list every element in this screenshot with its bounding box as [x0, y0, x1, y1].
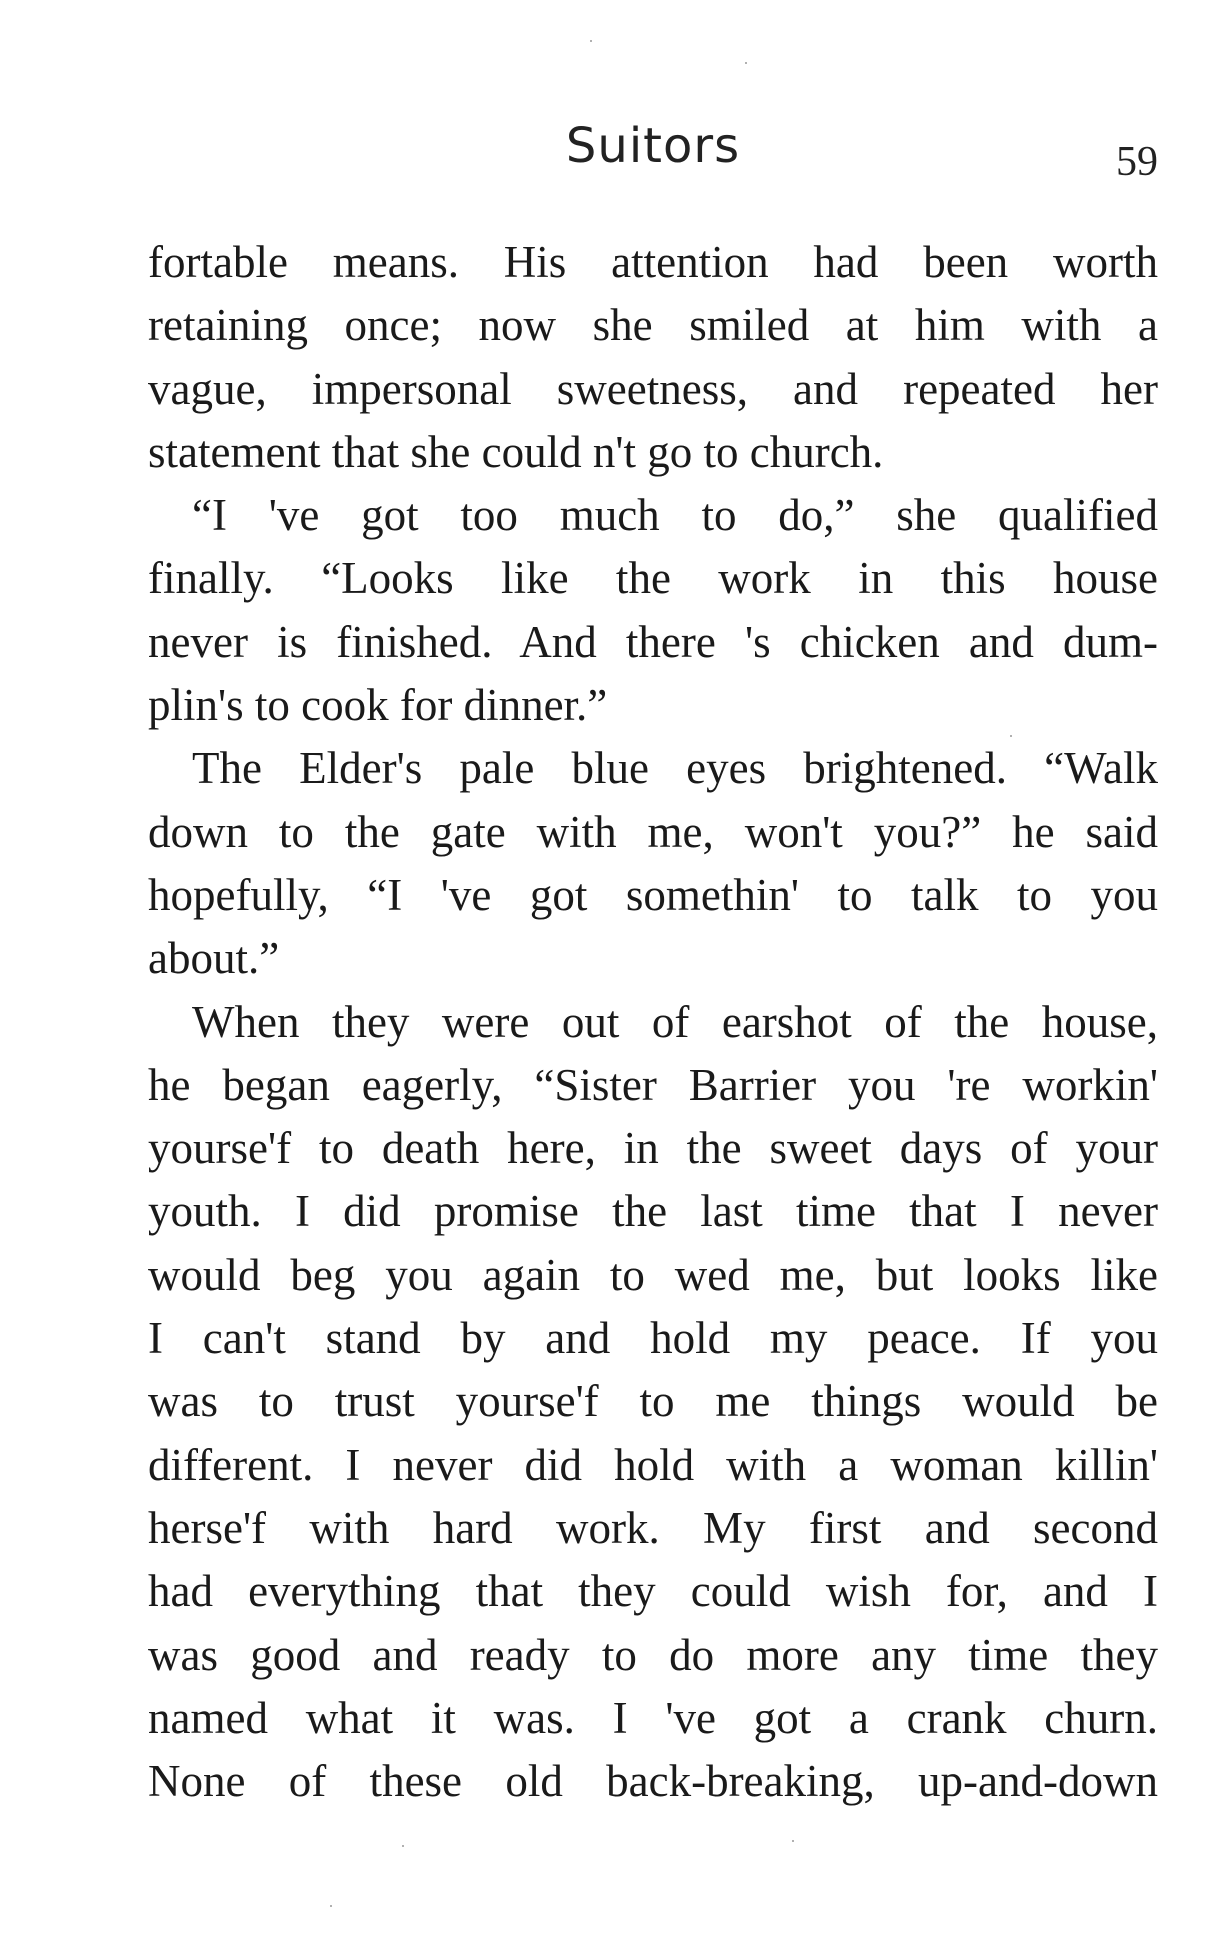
paper-speck: [330, 1905, 332, 1907]
text-line: was to trust yourse'f to me things would be: [148, 1376, 1158, 1427]
text-line: named what it was. I 've got a crank churn.: [148, 1692, 1158, 1743]
text-line: had everything that they could wish for, and I: [148, 1566, 1158, 1617]
text-line: would beg you again to wed me, but looks like: [148, 1249, 1158, 1300]
text-line: yourse'f to death here, in the sweet days of your: [148, 1123, 1158, 1174]
text-line: finally. “Looks like the work in this house: [148, 553, 1158, 604]
text-line: retaining once; now she smiled at him with a: [148, 300, 1158, 351]
text-line: When they were out of earshot of the house,: [192, 996, 1158, 1047]
paper-speck: [402, 1845, 404, 1847]
page-number: 59: [1116, 139, 1158, 185]
running-head: [148, 118, 1158, 188]
text-line: The Elder's pale blue eyes brightened. “Walk: [192, 743, 1158, 794]
paper-speck: [745, 62, 747, 64]
paper-speck: [792, 1840, 794, 1842]
text-line: vague, impersonal sweetness, and repeated her: [148, 363, 1158, 414]
text-line: never is finished. And there 's chicken and dum-: [148, 616, 1158, 667]
text-line: “I 've got too much to do,” she qualified: [192, 490, 1158, 541]
text-line: down to the gate with me, won't you?” he said: [148, 806, 1158, 857]
chapter-title: Suitors: [565, 118, 741, 174]
text-line: youth. I did promise the last time that I never: [148, 1186, 1158, 1237]
text-line: hopefully, “I 've got somethin' to talk to you: [148, 869, 1158, 920]
paper-speck: [590, 40, 592, 42]
text-line: was good and ready to do more any time they: [148, 1629, 1158, 1680]
text-line: fortable means. His attention had been worth: [148, 237, 1158, 287]
text-line: statement that she could n't go to church.: [148, 426, 884, 477]
text-line: about.”: [148, 933, 280, 984]
text-line: he began eagerly, “Sister Barrier you 're workin': [148, 1059, 1158, 1110]
paper-speck: [1010, 735, 1012, 737]
text-line: different. I never did hold with a woman killin': [148, 1439, 1158, 1490]
body-text: [148, 231, 1158, 1813]
text-line: plin's to cook for dinner.”: [148, 680, 608, 731]
text-line: I can't stand by and hold my peace. If you: [148, 1313, 1158, 1364]
text-line: herse'f with hard work. My first and second: [148, 1502, 1158, 1553]
text-line: None of these old back-breaking, up-and-down: [148, 1756, 1158, 1807]
